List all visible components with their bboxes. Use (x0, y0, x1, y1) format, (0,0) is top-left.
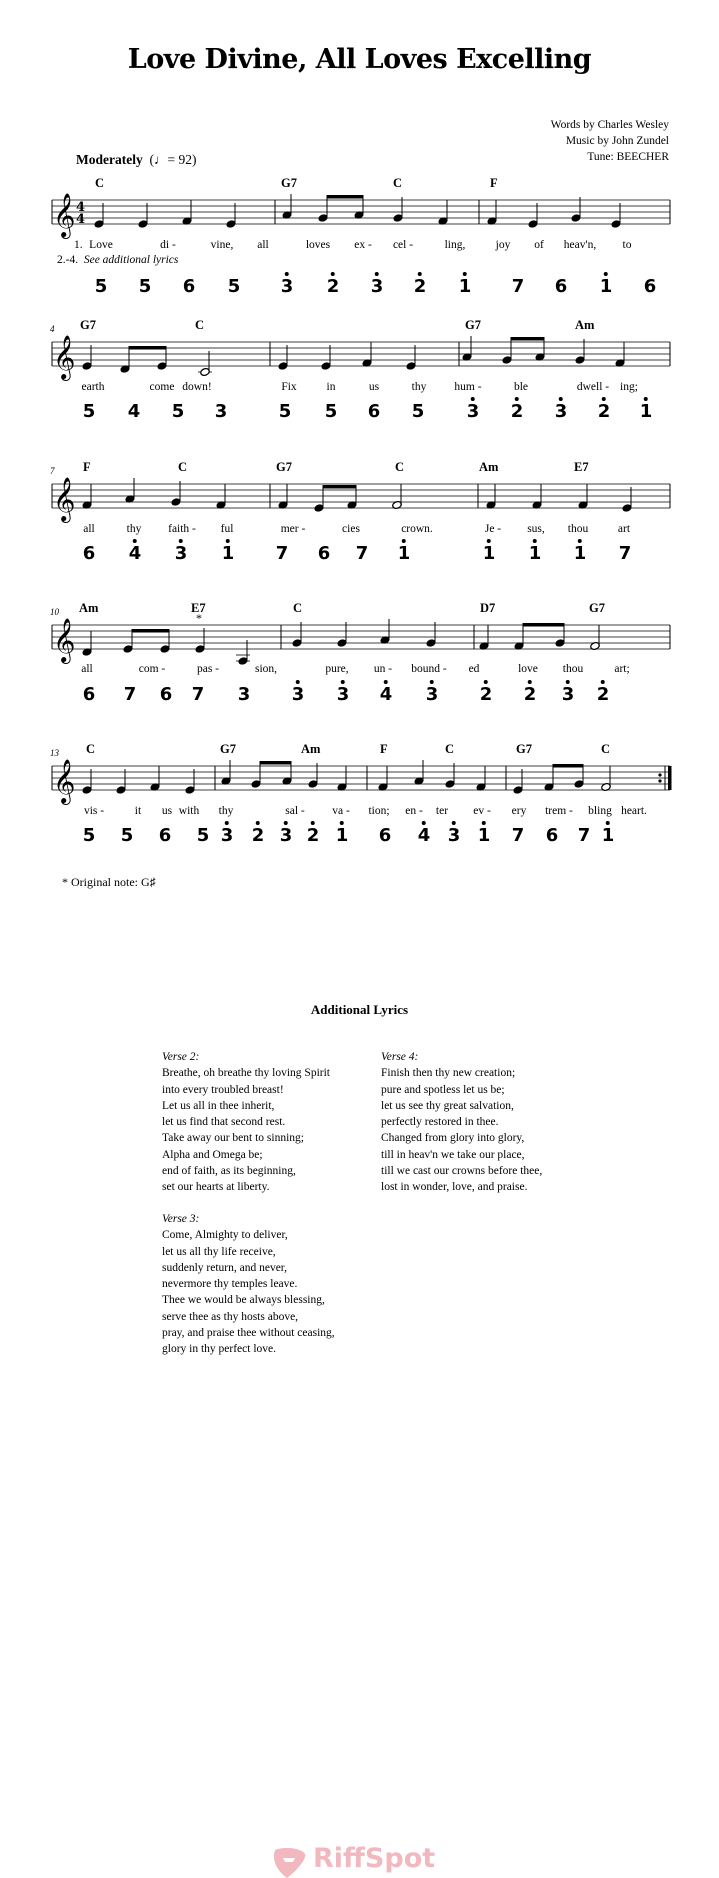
lyric-line: let us see thy great salvation, (381, 1099, 514, 1112)
lyric-syllable: art (617, 523, 631, 535)
scale-degree-number: 3 (426, 686, 439, 704)
scale-degree-number: 6 (159, 684, 173, 705)
lyric-syllable: sion, (254, 663, 278, 675)
scale-degree-number: 7 (275, 543, 289, 564)
lyric-syllable: ling, (444, 239, 466, 251)
lyric-line: Thee we would be always blessing, (162, 1294, 325, 1307)
lyric-syllable: all (83, 523, 95, 535)
scale-degree-number: 2 (480, 686, 493, 704)
logo-text: RiffSpot (313, 1843, 436, 1874)
octave-dot (559, 397, 563, 401)
lyric-syllable: all (257, 239, 269, 251)
measure-number: 10 (50, 607, 59, 617)
lyric-syllable: art; (614, 663, 630, 675)
octave-dot (471, 397, 475, 401)
verse-4-block (381, 1049, 542, 1196)
tempo-marking: Moderately (♩= 92) (76, 152, 197, 167)
scale-degree-number: 3 (555, 403, 568, 421)
lyric-syllable: of (534, 239, 544, 251)
lyric-syllable: thy (126, 523, 142, 535)
verse-title: Verse 2: (162, 1051, 200, 1063)
lyric-syllable: pas - (196, 663, 220, 675)
scale-degree-number: 5 (138, 276, 152, 297)
octave-dot (402, 539, 406, 543)
lyric-syllable: crown. (401, 523, 433, 535)
time-signature-top: 4 (76, 200, 86, 215)
scale-degree-number: 7 (511, 825, 525, 846)
scale-degree-number: 4 (380, 686, 393, 704)
scale-degree-number: 1 (336, 827, 349, 845)
treble-clef-icon: 𝄞 (53, 618, 76, 662)
lyric-syllable: thou (567, 523, 589, 535)
lyric-syllable: dwell - (576, 381, 610, 393)
octave-dot (484, 680, 488, 684)
scale-degree-number: 7 (191, 684, 205, 705)
chord-symbol: E7 (574, 460, 589, 474)
chord-symbol: Am (575, 318, 595, 332)
treble-clef-icon: 𝄞 (53, 759, 76, 803)
octave-dot (375, 272, 379, 276)
octave-dot (422, 821, 426, 825)
scale-degree-number: 1 (478, 827, 491, 845)
octave-dot (331, 272, 335, 276)
scale-degree-number: 1 (529, 545, 542, 563)
octave-dot (578, 539, 582, 543)
chord-symbol: G7 (281, 176, 297, 190)
lyric-syllable: in (326, 381, 336, 393)
scale-degree-number: 5 (82, 825, 96, 846)
additional-verses-note: 2.-4. See additional lyrics (57, 254, 179, 266)
lyric-line: Come, Almighty to deliver, (162, 1229, 288, 1242)
note-beam (511, 337, 544, 341)
scale-degree-number: 3 (467, 403, 480, 421)
chord-symbol: C (395, 460, 405, 474)
scale-degree-number: 2 (598, 403, 611, 421)
lyric-syllable: ble (513, 381, 529, 393)
scale-degree-number: 5 (120, 825, 134, 846)
lyric-syllable: faith - (168, 523, 196, 535)
scale-degree-number: 3 (337, 686, 350, 704)
scale-degree-number: 3 (175, 545, 188, 563)
measure-number: 4 (50, 324, 55, 334)
note-beam (132, 629, 169, 633)
scale-degree-number: 4 (127, 401, 141, 422)
scale-degree-number: 7 (618, 543, 632, 564)
lyric-line: set our hearts at liberty. (162, 1181, 270, 1194)
treble-clef-icon: 𝄞 (53, 335, 76, 379)
chord-symbol: F (490, 176, 498, 190)
lyric-line: Breathe, oh breathe thy loving Spirit (162, 1067, 330, 1080)
scale-degree-number: 2 (327, 278, 340, 296)
scale-degree-number: 6 (158, 825, 172, 846)
measure-number: 13 (50, 748, 59, 758)
music-credit: Music by John Zundel (565, 135, 669, 147)
note-beam (553, 764, 583, 768)
time-signature-bottom: 4 (76, 212, 86, 227)
scale-degree-number: 6 (545, 825, 559, 846)
octave-dot (644, 397, 648, 401)
treble-clef-icon: 𝄞 (53, 193, 76, 237)
scale-degree-number: 6 (554, 276, 568, 297)
scale-degree-number: 5 (171, 401, 185, 422)
verse-title: Verse 3: (162, 1213, 200, 1225)
lyric-syllable: thou (562, 663, 584, 675)
lyric-syllable: heav'n, (563, 239, 597, 251)
lyric-line: pray, and praise thee without ceasing, (162, 1327, 335, 1340)
lyric-syllable: loves (305, 239, 331, 251)
scale-degree-number: 3 (280, 827, 293, 845)
chord-symbol: C (445, 742, 455, 756)
octave-dot (179, 539, 183, 543)
lyric-line: Changed from glory into glory, (381, 1132, 525, 1145)
lyric-syllable: Fix (281, 381, 297, 393)
lyric-line: till in heav'n we take our place, (381, 1148, 525, 1161)
scale-degree-number: 6 (82, 684, 96, 705)
scale-degree-number: 3 (448, 827, 461, 845)
lyric-syllable: un - (373, 663, 393, 675)
octave-dot (515, 397, 519, 401)
lyric-syllable: to (622, 239, 632, 251)
chord-symbol: G7 (516, 742, 532, 756)
measure-number: 7 (50, 466, 55, 476)
scale-degree-number: 7 (355, 543, 369, 564)
scale-degree-number: 5 (227, 276, 241, 297)
treble-clef-icon: 𝄞 (53, 477, 76, 521)
lyric-syllable: down! (182, 381, 212, 393)
final-barline-thick (668, 766, 672, 790)
octave-dot (284, 821, 288, 825)
scale-degree-number: 6 (378, 825, 392, 846)
scale-degree-number: 7 (577, 825, 591, 846)
lyric-syllable: joy (495, 239, 511, 251)
chord-symbol: C (393, 176, 403, 190)
scale-degree-number: 3 (292, 686, 305, 704)
lyric-line: Take away our bent to sinning; (162, 1132, 304, 1145)
scale-degree-number: 6 (182, 276, 196, 297)
scale-degree-number: 2 (307, 827, 320, 845)
chord-symbol: C (86, 742, 96, 756)
scale-degree-number: 3 (221, 827, 234, 845)
octave-dot (226, 539, 230, 543)
scale-degree-number: 2 (252, 827, 265, 845)
octave-dot (340, 821, 344, 825)
lyric-syllable: love (518, 663, 538, 675)
repeat-dot (658, 773, 661, 776)
octave-dot (384, 680, 388, 684)
note-beam (260, 761, 291, 765)
chord-symbol: F (380, 742, 388, 756)
scale-degree-number: 3 (214, 401, 228, 422)
scale-degree-number: 5 (411, 401, 425, 422)
scale-degree-number: 3 (237, 684, 251, 705)
note-beam (327, 195, 363, 199)
chord-symbol: C (293, 601, 303, 615)
guitar-pick-icon (271, 1848, 309, 1878)
scale-degree-number: 3 (562, 686, 575, 704)
scale-degree-number: 5 (278, 401, 292, 422)
note-beam (523, 623, 564, 627)
octave-dot (296, 680, 300, 684)
chord-symbol: C (178, 460, 188, 474)
octave-dot (604, 272, 608, 276)
scale-degree-number: 5 (324, 401, 338, 422)
scale-degree-number: 1 (640, 403, 653, 421)
song-title: Love Divine, All Loves Excelling (127, 44, 592, 75)
lyric-line: let us all thy life receive, (162, 1245, 276, 1258)
scale-degree-number: 5 (94, 276, 108, 297)
octave-dot (533, 539, 537, 543)
scale-degree-number: 5 (82, 401, 96, 422)
octave-dot (528, 680, 532, 684)
octave-dot (341, 680, 345, 684)
scale-degree-number: 1 (483, 545, 496, 563)
lyric-syllable: sal - (285, 805, 305, 817)
octave-dot (133, 539, 137, 543)
octave-dot (311, 821, 315, 825)
lyric-syllable: bound - (411, 663, 447, 675)
lyric-syllable: sus, (527, 523, 545, 535)
scale-degree-number: 4 (418, 827, 431, 845)
lyric-line: serve thee as thy hosts above, (162, 1310, 299, 1323)
scale-degree-number: 4 (129, 545, 142, 563)
chord-symbol: C (601, 742, 611, 756)
octave-dot (601, 680, 605, 684)
lyric-line: Let us all in thee inherit, (162, 1099, 275, 1112)
chord-symbol: G7 (276, 460, 292, 474)
verse-3-block (162, 1211, 335, 1358)
lyric-syllable: cel - (392, 239, 414, 251)
lyric-syllable: va - (332, 805, 350, 817)
verse-1-label: 1. (74, 239, 83, 251)
lyric-syllable: thy (218, 805, 234, 817)
chord-symbol: F (83, 460, 91, 474)
octave-dot (606, 821, 610, 825)
chord-symbol: G7 (80, 318, 96, 332)
scale-degree-number: 2 (414, 278, 427, 296)
lyric-line: let us find that second rest. (162, 1116, 286, 1129)
lyric-syllable: en - (405, 805, 423, 817)
lyric-syllable: with (178, 805, 200, 817)
chord-symbol: D7 (480, 601, 496, 615)
chord-symbol: C (95, 176, 105, 190)
octave-dot (418, 272, 422, 276)
lyric-line: perfectly restored in thee. (381, 1116, 499, 1129)
lyric-line: lost in wonder, love, and praise. (381, 1181, 528, 1194)
scale-degree-number: 1 (574, 545, 587, 563)
lyric-syllable: pure, (325, 663, 349, 675)
scale-degree-number: 1 (459, 278, 472, 296)
octave-dot (566, 680, 570, 684)
scale-degree-number: 6 (317, 543, 331, 564)
lyric-line: suddenly return, and never, (162, 1261, 288, 1274)
lyric-syllable: vis - (83, 805, 105, 817)
lyric-syllable: mer - (280, 523, 306, 535)
additional-lyrics-heading: Additional Lyrics (310, 1002, 409, 1017)
lyric-syllable: earth (81, 381, 105, 393)
octave-dot (602, 397, 606, 401)
lyric-syllable: di - (160, 239, 176, 251)
scale-degree-number: 3 (371, 278, 384, 296)
scale-degree-number: 7 (123, 684, 137, 705)
scale-degree-number: 7 (511, 276, 525, 297)
verse-title: Verse 4: (381, 1051, 419, 1063)
scale-degree-number: 1 (398, 545, 411, 563)
scale-degree-number: 1 (602, 827, 615, 845)
scale-degree-number: 6 (643, 276, 657, 297)
chord-symbol: G7 (220, 742, 236, 756)
lyric-line: end of faith, as its beginning, (162, 1165, 296, 1178)
lyric-syllable: us (161, 805, 173, 817)
footnote-marker: * (196, 611, 202, 625)
scale-degree-number: 3 (281, 278, 294, 296)
chord-symbol: C (195, 318, 205, 332)
lyric-line: Finish then thy new creation; (381, 1067, 516, 1080)
octave-dot (256, 821, 260, 825)
octave-dot (225, 821, 229, 825)
tempo-text: Moderately (76, 152, 143, 167)
scale-degree-number: 6 (82, 543, 96, 564)
lyric-line: till we cast our crowns before thee, (381, 1165, 543, 1178)
lyric-syllable: trem - (545, 805, 573, 817)
lyric-syllable: ter (435, 805, 449, 817)
lyric-syllable: Love (89, 239, 113, 251)
lyric-syllable: bling (588, 805, 612, 817)
lyric-line: into every troubled breast! (162, 1083, 284, 1096)
chord-symbol: Am (301, 742, 321, 756)
lyric-syllable: it (134, 805, 142, 817)
lyric-syllable: come (149, 381, 175, 393)
lyric-syllable: tion; (368, 805, 390, 817)
lyric-syllable: ev - (473, 805, 491, 817)
lyric-syllable: all (81, 663, 93, 675)
lyric-syllable: thy (411, 381, 427, 393)
chord-symbol: Am (479, 460, 499, 474)
lyric-syllable: cies (342, 523, 360, 535)
chord-symbol: G7 (589, 601, 605, 615)
scale-degree-number: 2 (511, 403, 524, 421)
scale-degree-number: 2 (524, 686, 537, 704)
lyric-line: pure and spotless let us be; (381, 1083, 505, 1096)
lyric-syllable: com - (138, 663, 166, 675)
lyric-syllable: heart. (621, 805, 647, 817)
scale-degree-number: 1 (600, 278, 613, 296)
chord-symbol: Am (79, 601, 99, 615)
scale-degree-number: 5 (196, 825, 210, 846)
footnote: * Original note: G♯ (62, 875, 156, 889)
octave-dot (285, 272, 289, 276)
note-beam (323, 485, 356, 489)
lyric-syllable: ing; (620, 381, 638, 393)
lyric-syllable: ery (511, 805, 527, 817)
scale-degree-number: 6 (367, 401, 381, 422)
lyric-syllable: ed (468, 663, 480, 675)
octave-dot (482, 821, 486, 825)
words-credit: Words by Charles Wesley (550, 119, 669, 131)
tempo-value: = 92 (167, 152, 192, 167)
chord-symbol: E7 (191, 601, 206, 615)
scale-degree-number: 1 (222, 545, 235, 563)
lyric-syllable: hum - (454, 381, 482, 393)
octave-dot (487, 539, 491, 543)
lyric-syllable: us (368, 381, 380, 393)
lyric-line: Alpha and Omega be; (162, 1148, 263, 1161)
octave-dot (430, 680, 434, 684)
scale-degree-number: 2 (597, 686, 610, 704)
lyric-syllable: ex - (354, 239, 372, 251)
octave-dot (452, 821, 456, 825)
lyric-syllable: ful (220, 523, 234, 535)
tune-credit: Tune: BEECHER (587, 151, 669, 163)
chord-symbol: G7 (465, 318, 481, 332)
lyric-syllable: vine, (210, 239, 234, 251)
lyric-syllable: Je - (484, 523, 502, 535)
lyric-line: nevermore thy temples leave. (162, 1278, 298, 1291)
verse-2-block (162, 1049, 330, 1196)
repeat-dot (658, 779, 661, 782)
octave-dot (463, 272, 467, 276)
note-beam (129, 346, 166, 350)
tempo-note-icon: (♩ (146, 152, 168, 167)
lyric-line: glory in thy perfect love. (162, 1343, 277, 1356)
